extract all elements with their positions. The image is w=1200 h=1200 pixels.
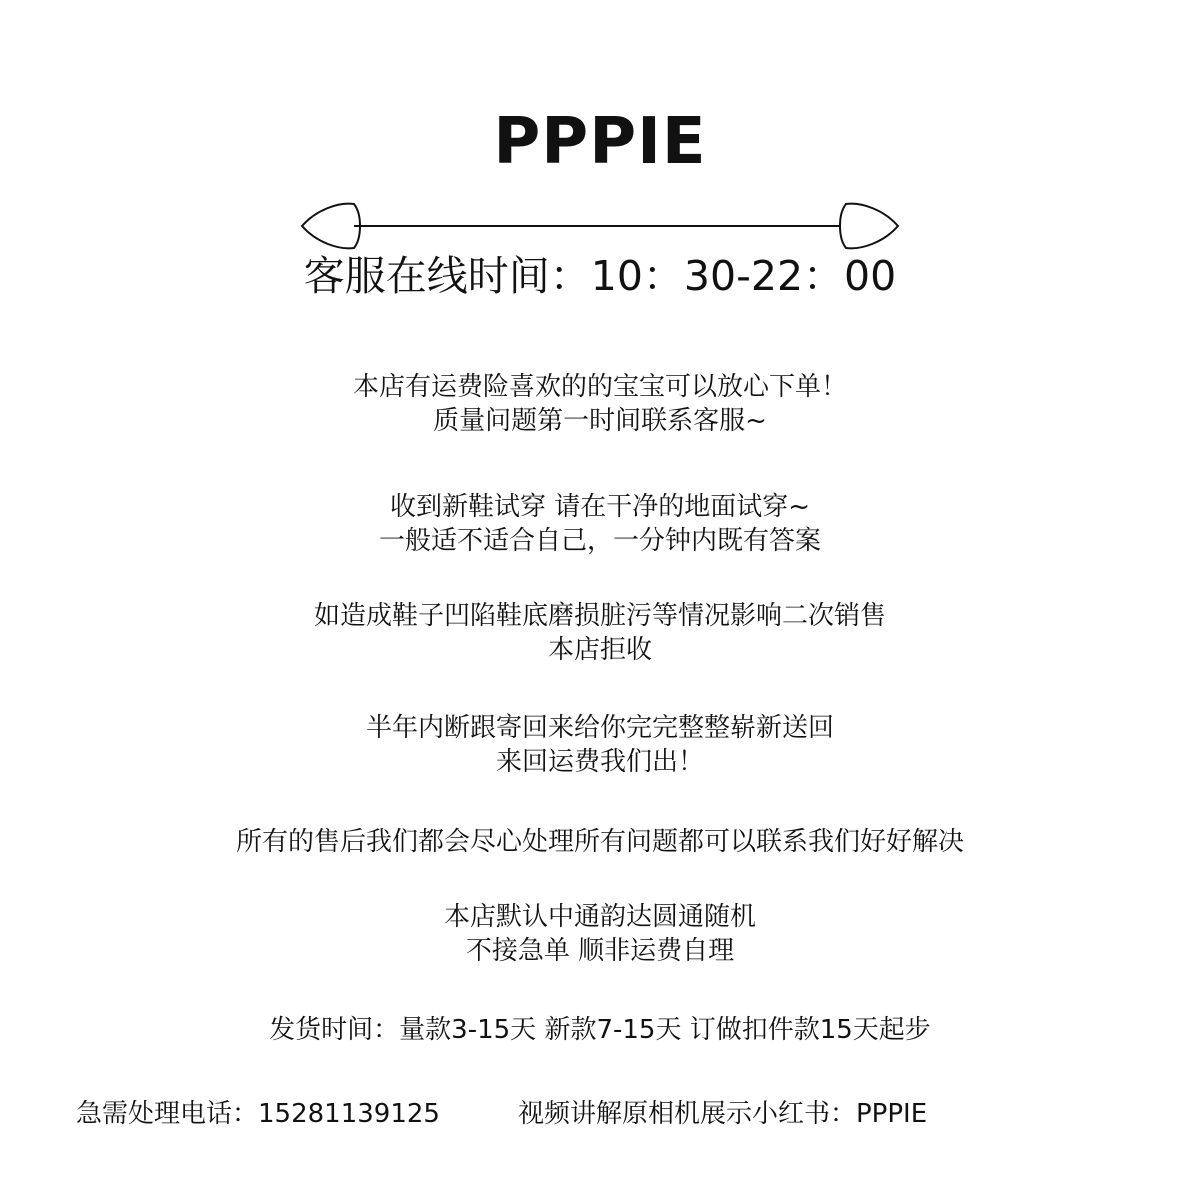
notice-block-courier <box>0 900 1200 968</box>
notice-block-heel-warranty <box>0 711 1200 779</box>
notice-line: 收到新鞋试穿 请在干净的地面试穿~ <box>389 492 811 522</box>
service-hours: 客服在线时间：10：30-22：00 <box>303 252 897 300</box>
brand-title: PPPIE <box>493 105 707 179</box>
notice-line: 如造成鞋子凹陷鞋底磨损脏污等情况影响二次销售 <box>313 601 886 631</box>
notice-line: 一般适不适合自己，一分钟内既有答案 <box>378 526 821 556</box>
notice-block-return-refusal <box>0 599 1200 667</box>
notice-line: 本店默认中通韵达圆通随机 <box>443 902 756 932</box>
notice-line: 所有的售后我们都会尽心处理所有问题都可以联系我们好好解决 <box>235 827 964 857</box>
notice-line: 发货时间：量款3-15天 新款7-15天 订做扣件款15天起步 <box>269 1015 931 1045</box>
xiaohongshu-account: 视频讲解原相机展示小红书：PPPIE <box>518 1099 928 1129</box>
notice-block-delivery-time <box>0 1013 1200 1047</box>
notice-line: 质量问题第一时间联系客服~ <box>433 406 767 436</box>
notice-line: 半年内断跟寄回来给你完完整整崭新送回 <box>365 713 834 743</box>
notice-block-try-on <box>0 490 1200 558</box>
notice-line: 本店有运费险喜欢的的宝宝可以放心下单！ <box>352 372 847 402</box>
notice-line: 来回运费我们出！ <box>495 747 704 777</box>
notice-block-after-sales <box>0 825 1200 859</box>
notice-line: 不接急单 顺非运费自理 <box>465 936 735 966</box>
left-leaf-ornament <box>302 204 360 249</box>
notice-line: 本店拒收 <box>547 635 652 665</box>
notice-block-shipping-insurance <box>0 370 1200 438</box>
right-leaf-ornament <box>840 204 898 249</box>
urgent-phone: 急需处理电话：15281139125 <box>76 1099 440 1129</box>
